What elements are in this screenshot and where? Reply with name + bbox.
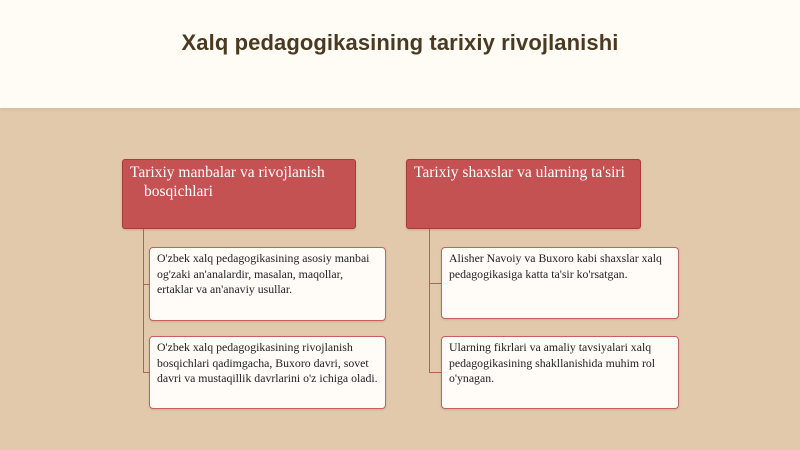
page-title: Xalq pedagogikasining tarixiy rivojlanishi — [181, 30, 619, 55]
connector-branch-right-1 — [429, 283, 441, 284]
heading-line-2: bosqichlari — [144, 183, 213, 200]
heading-box-historical-figures: Tarixiy shaxslar va ularning ta'siri — [406, 159, 641, 229]
connector-vertical-left — [143, 229, 144, 373]
heading-line-1: Tarixiy manbalar va rivojlanish — [130, 164, 325, 181]
connector-vertical-right — [429, 229, 430, 373]
heading-box-historical-sources — [122, 159, 356, 229]
card-navoiy-influence: Alisher Navoiy va Buxoro kabi shaxslar xalq pedagogikasiga katta ta'sir ko'rsatgan. — [441, 247, 679, 319]
card-development-stages: O'zbek xalq pedagogikasining rivojlanish bosqichlari qadimgacha, Buxoro davri, sovet davri va mustaqillik davrlarini o'z ichiga oladi. — [149, 336, 386, 409]
card-oral-traditions: O'zbek xalq pedagogikasining asosiy manbai og'zaki an'analardir, masalan, maqollar, ertaklar va an'anaviy usullar. — [149, 247, 386, 321]
card-ideas-role: Ularning fikrlari va amaliy tavsiyalari xalq pedagogikasining shakllanishida muhim rol o'ynagan. — [441, 336, 679, 409]
connector-branch-right-2 — [429, 372, 441, 373]
